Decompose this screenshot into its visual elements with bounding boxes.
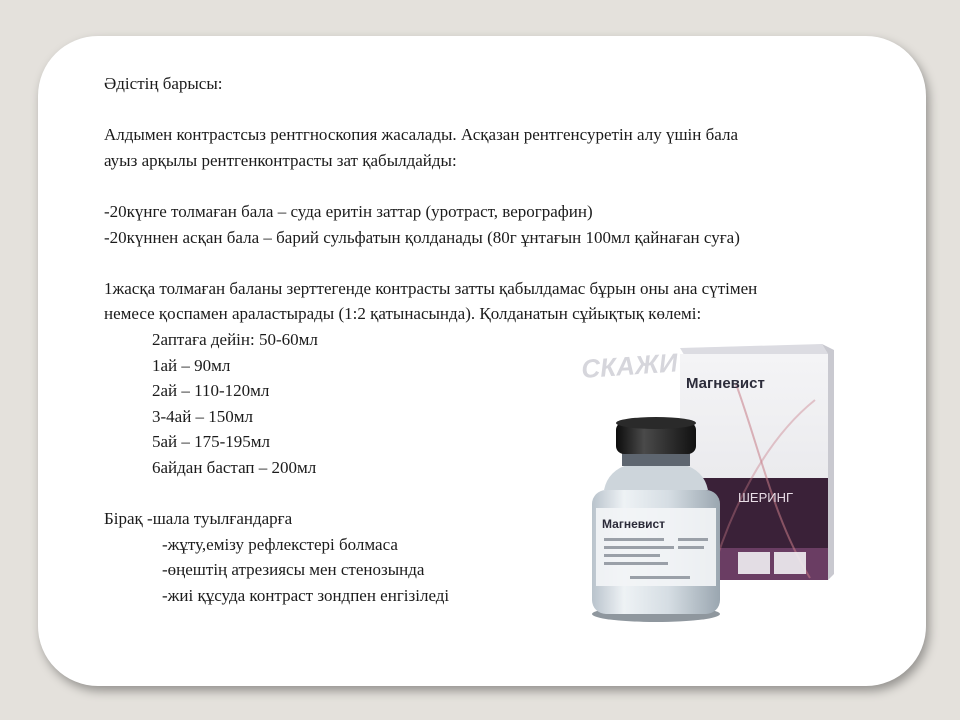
volume-item: 1ай – 90мл	[152, 355, 231, 375]
rule-line: -20күнге толмаған бала – суда еритін заттар (уротраст, верографин)	[104, 201, 593, 221]
volume-item: 2аптаға дейін: 50-60мл	[152, 329, 318, 349]
volume-item: 2ай – 110-120мл	[152, 381, 270, 401]
slide-heading: Әдістің барысы:	[104, 74, 223, 93]
volume-item: 5ай – 175-195мл	[152, 432, 271, 452]
but-label: Бірақ -шала туылғандарға	[104, 509, 293, 529]
intro-line: Алдымен контрастсыз рентгноскопия жасалады. Асқазан рентгенсуретін алу үшін бала	[104, 125, 738, 145]
volume-item: 6айдан бастап – 200мл	[152, 457, 317, 477]
infant-line: 1жасқа толмаған баланы зерттегенде контрасты затты қабылдамас бұрын оны ана сүтімен	[104, 278, 758, 298]
exception-item: -жұту,емізу рефлекстері болмаса	[162, 534, 398, 554]
infant-line: немесе қоспамен араластырады (1:2 қатынасында). Қолданатын сұйықтық көлемі:	[104, 304, 702, 324]
volume-item: 3-4ай – 150мл	[152, 406, 254, 426]
intro-line: ауыз арқылы рентгенконтрасты зат қабылдайды:	[104, 150, 457, 170]
exception-item: -жиі құсуда контраст зондпен енгізіледі	[162, 585, 450, 605]
rule-line: -20күннен асқан бала – барий сульфатын қолданады (80г ұнтағын 100мл қайнаған суға)	[104, 227, 740, 247]
exception-item: -өңештің атрезиясы мен стенозында	[162, 560, 425, 580]
magnevist-product-photo	[560, 330, 920, 630]
box-maker-text: ШЕРИНГ	[738, 490, 794, 505]
box-brand-text: Магневист	[686, 375, 765, 392]
bottle-label-text: Магневист	[602, 517, 666, 531]
watermark-text: СКАЖИ	[580, 347, 679, 384]
